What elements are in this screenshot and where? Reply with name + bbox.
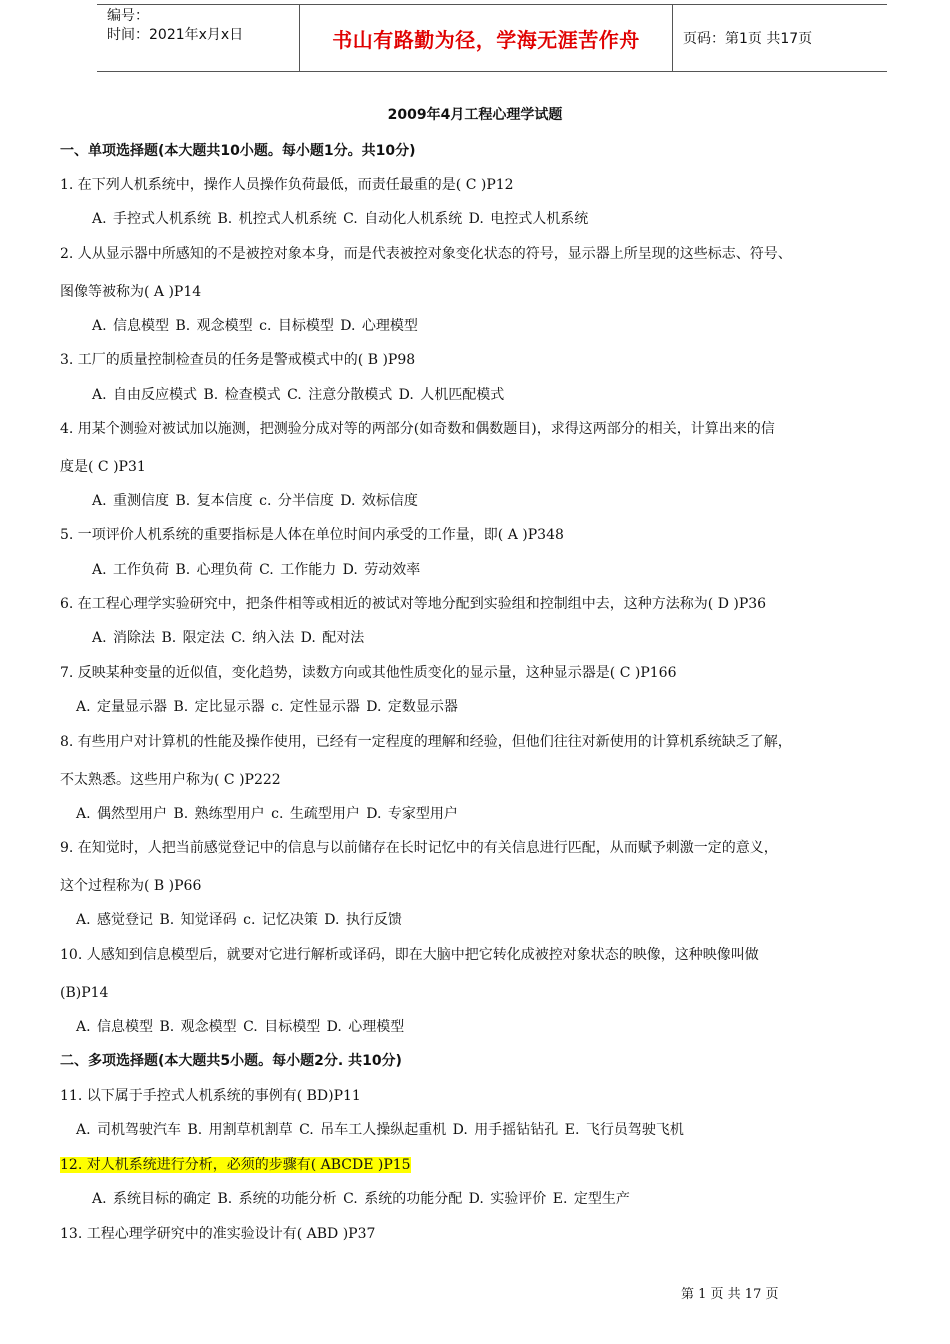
question-line: (B)P14 (60, 985, 109, 1001)
option-line: A. 手控式人机系统 B. 机控式人机系统 C. 自动化人机系统 D. 电控式人机系统 (92, 211, 589, 227)
question-line: 9. 在知觉时，人把当前感觉登记中的信息与以前储存在长时记忆中的有关信息进行匹配，从而赋予刺激一定的意义， (60, 840, 778, 856)
question-line: 不太熟悉。这些用户称为( C )P222 (60, 772, 281, 788)
question-line: 图像等被称为( A )P14 (60, 284, 202, 300)
question-line-highlighted (60, 1155, 940, 1175)
time-label: 时间：2021年x月x日 (107, 27, 244, 43)
option-line: A. 重测信度 B. 复本信度 c. 分半信度 D. 效标信度 (92, 493, 418, 509)
option-line: A. 消除法 B. 限定法 C. 纳入法 D. 配对法 (92, 630, 365, 646)
section-heading-multiple-choice: 二、多项选择题(本大题共5小题。每小题2分. 共10分) (60, 1053, 402, 1069)
question-line: 这个过程称为( B )P66 (60, 878, 202, 894)
document-title: 2009年4月工程心理学试题 (387, 107, 563, 123)
option-line: A. 司机驾驶汽车 B. 用割草机割草 C. 吊车工人操纵起重机 D. 用手摇钻钻孔 E. 飞行员驾驶飞机 (76, 1122, 684, 1138)
question-line: 4. 用某个测验对被试加以施测，把测验分成对等的两部分(如奇数和偶数题目)，求得这两部分的相关，计算出来的信 (60, 421, 775, 437)
option-line: A. 偶然型用户 B. 熟练型用户 c. 生疏型用户 D. 专家型用户 (76, 806, 458, 822)
question-line: 度是( C )P31 (60, 459, 146, 475)
question-line: 3. 工厂的质量控制检查员的任务是警戒模式中的( B )P98 (60, 352, 416, 368)
option-line: A. 信息模型 B. 观念模型 c. 目标模型 D. 心理模型 (92, 318, 418, 334)
question-line: 8. 有些用户对计算机的性能及操作使用，已经有一定程度的理解和经验，但他们往往对新使用的计算机系统缺乏了解， (60, 734, 792, 750)
page-header (97, 4, 887, 72)
option-line: A. 感觉登记 B. 知觉译码 c. 记忆决策 D. 执行反馈 (76, 912, 402, 928)
question-line: 13. 工程心理学研究中的准实验设计有( ABD )P37 (60, 1226, 376, 1242)
option-line: A. 工作负荷 B. 心理负荷 C. 工作能力 D. 劳动效率 (92, 562, 421, 578)
question-line: 7. 反映某种变量的近似值，变化趋势，读数方向或其他性质变化的显示量，这种显示器是( C )P166 (60, 665, 677, 681)
question-line: 6. 在工程心理学实验研究中，把条件相等或相近的被试对等地分配到实验组和控制组中去，这种方法称为( D )P36 (60, 596, 767, 612)
option-line: A. 系统目标的确定 B. 系统的功能分析 C. 系统的功能分配 D. 实验评价 E. 定型生产 (92, 1191, 630, 1207)
question-line: 2. 人从显示器中所感知的不是被控对象本身，而是代表被控对象变化状态的符号，显示器上所呈现的这些标志、符号、 (60, 246, 792, 262)
option-line: A. 自由反应模式 B. 检查模式 C. 注意分散模式 D. 人机匹配模式 (92, 387, 505, 403)
option-line: A. 定量显示器 B. 定比显示器 c. 定性显示器 D. 定数显示器 (76, 699, 458, 715)
number-label: 编号： (107, 8, 149, 24)
option-line: A. 信息模型 B. 观念模型 C. 目标模型 D. 心理模型 (76, 1019, 405, 1035)
section-heading-single-choice: 一、单项选择题(本大题共10小题。每小题1分。共10分) (60, 143, 416, 159)
question-line: 1. 在下列人机系统中，操作人员操作负荷最低，而责任最重的是( C )P12 (60, 177, 514, 193)
question-line: 5. 一项评价人机系统的重要指标是人体在单位时间内承受的工作量，即( A )P348 (60, 527, 564, 543)
highlighted-text: 12. 对人机系统进行分析，必须的步骤有( ABCDE )P15 (60, 1157, 411, 1173)
page-footer: 第 1 页 共 17 页 (681, 1287, 779, 1302)
question-line: 11. 以下属于手控式人机系统的事例有( BD)P11 (60, 1088, 361, 1104)
question-line: 10. 人感知到信息模型后，就要对它进行解析或译码，即在大脑中把它转化成被控对象状态的映像，这种映像叫做 (60, 947, 759, 963)
header-motto: 书山有路勤为径，学海无涯苦作舟 (300, 5, 673, 71)
header-left-cell (97, 5, 300, 71)
header-page-info: 页码：第1页 共17页 (683, 31, 813, 47)
